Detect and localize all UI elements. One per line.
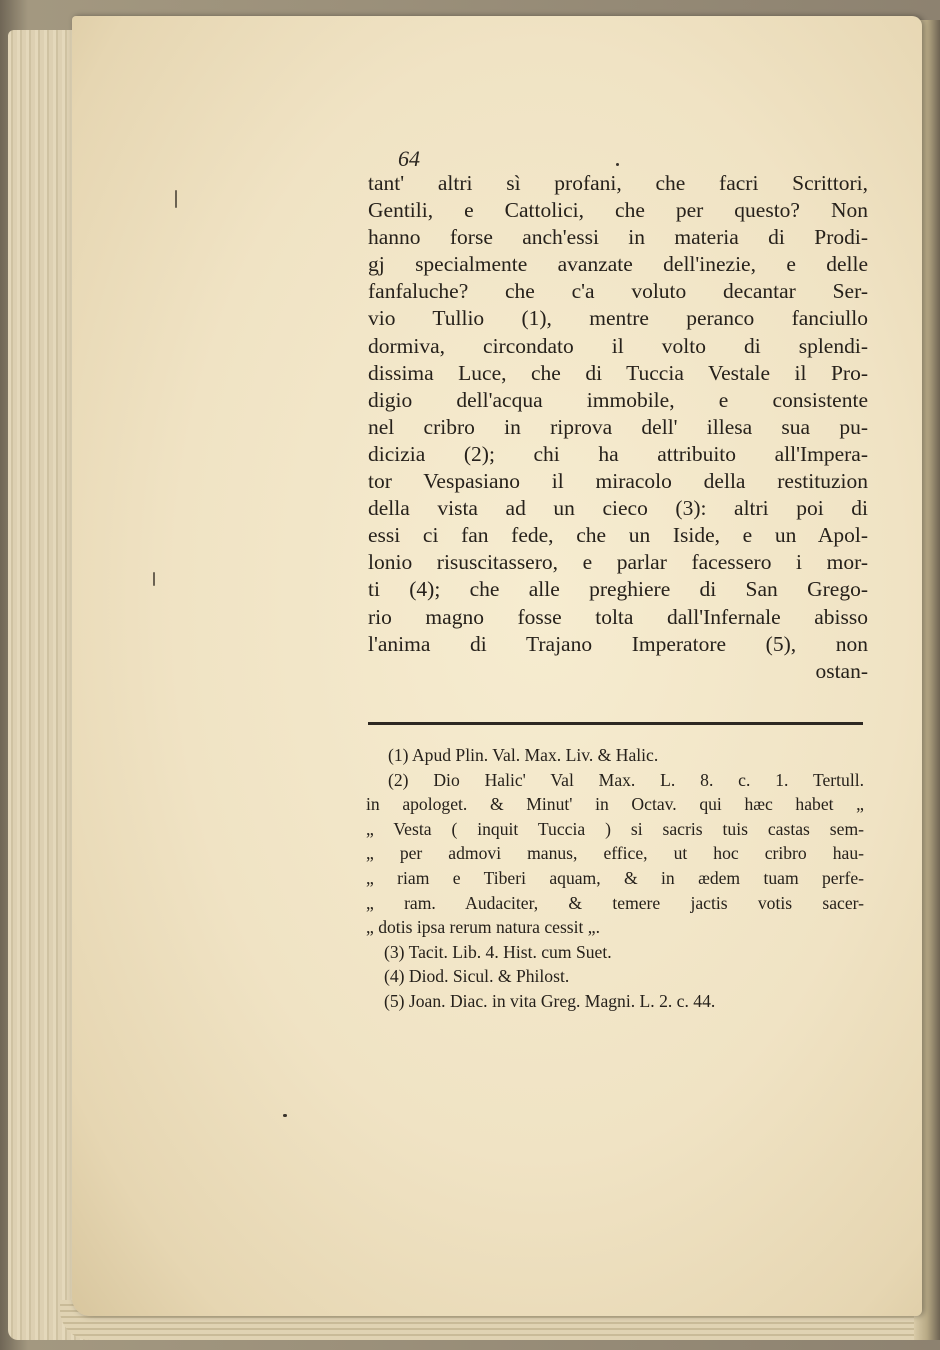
footnote-line: (2) Dio Halic' Val Max. L. 8. c. 1. Tertull. bbox=[388, 769, 864, 790]
text-line: dicizia (2); chi ha attribuito all'Impera- bbox=[368, 441, 868, 466]
footnote-line: „ riam e Tiberi aquam, & in ædem tuam perfe- bbox=[366, 867, 864, 888]
footnote-line: „ Vesta ( inquit Tuccia ) si sacris tuis castas sem- bbox=[366, 818, 864, 839]
footnote-line: (3) Tacit. Lib. 4. Hist. cum Suet. bbox=[384, 941, 612, 962]
text-line: tant' altri sì profani, che facri Scrittori, bbox=[368, 171, 868, 195]
footnote-line: „ dotis ipsa rerum natura cessit „. bbox=[366, 917, 601, 938]
footnotes bbox=[366, 743, 864, 1014]
text-line: rio magno fosse tolta dall'Infernale abisso bbox=[368, 604, 868, 629]
text-line: lonio risuscitassero, e parlar facessero i mor- bbox=[368, 550, 868, 575]
page-mark bbox=[153, 572, 155, 586]
footnote-line: „ per admovi manus, effice, ut hoc cribro hau- bbox=[366, 843, 864, 864]
text-line: digio dell'acqua immobile, e consistente bbox=[368, 387, 868, 412]
page-mark bbox=[175, 190, 177, 208]
text-line: gj specialmente avanzate dell'inezie, e delle bbox=[368, 252, 868, 277]
page-speck bbox=[283, 1114, 287, 1117]
text-line: tor Vespasiano il miracolo della restituzion bbox=[368, 469, 868, 494]
text-line: hanno forse anch'essi in materia di Prodi- bbox=[368, 225, 868, 250]
text-line: Gentili, e Cattolici, che per questo? Non bbox=[368, 198, 868, 223]
catchword: ostan- bbox=[815, 658, 868, 683]
text-line: nel cribro in riprova dell' illesa sua pu- bbox=[368, 414, 868, 439]
page-number: 64 bbox=[398, 146, 420, 171]
text-line: ti (4); che alle preghiere di San Grego- bbox=[368, 577, 868, 602]
text-line: l'anima di Trajano Imperatore (5), non bbox=[368, 631, 868, 656]
footnote-line: in apologet. & Minut' in Octav. qui hæc habet „ bbox=[366, 794, 864, 815]
text-line: essi ci fan fede, che un Iside, e un Apol- bbox=[368, 523, 868, 548]
footnote-line: „ ram. Audaciter, & temere jactis votis sacer- bbox=[366, 892, 864, 913]
text-line: della vista ad un cieco (3): altri poi di bbox=[368, 496, 868, 521]
text-line: vio Tullio (1), mentre peranco fanciullo bbox=[368, 306, 868, 331]
text-line: dormiva, circondato il volto di splendi- bbox=[368, 333, 868, 358]
footnote-line: (5) Joan. Diac. in vita Greg. Magni. L. 2. c. 44. bbox=[384, 990, 716, 1011]
footnote-rule bbox=[368, 722, 863, 725]
main-text bbox=[368, 170, 868, 685]
text-line: dissima Luce, che di Tuccia Vestale il Pro- bbox=[368, 360, 868, 385]
text-line: fanfaluche? che c'a voluto decantar Ser- bbox=[368, 279, 868, 304]
page-speck bbox=[616, 163, 619, 166]
footnote-line: (4) Diod. Sicul. & Philost. bbox=[384, 966, 570, 987]
footnote-line: (1) Apud Plin. Val. Max. Liv. & Halic. bbox=[388, 745, 659, 765]
